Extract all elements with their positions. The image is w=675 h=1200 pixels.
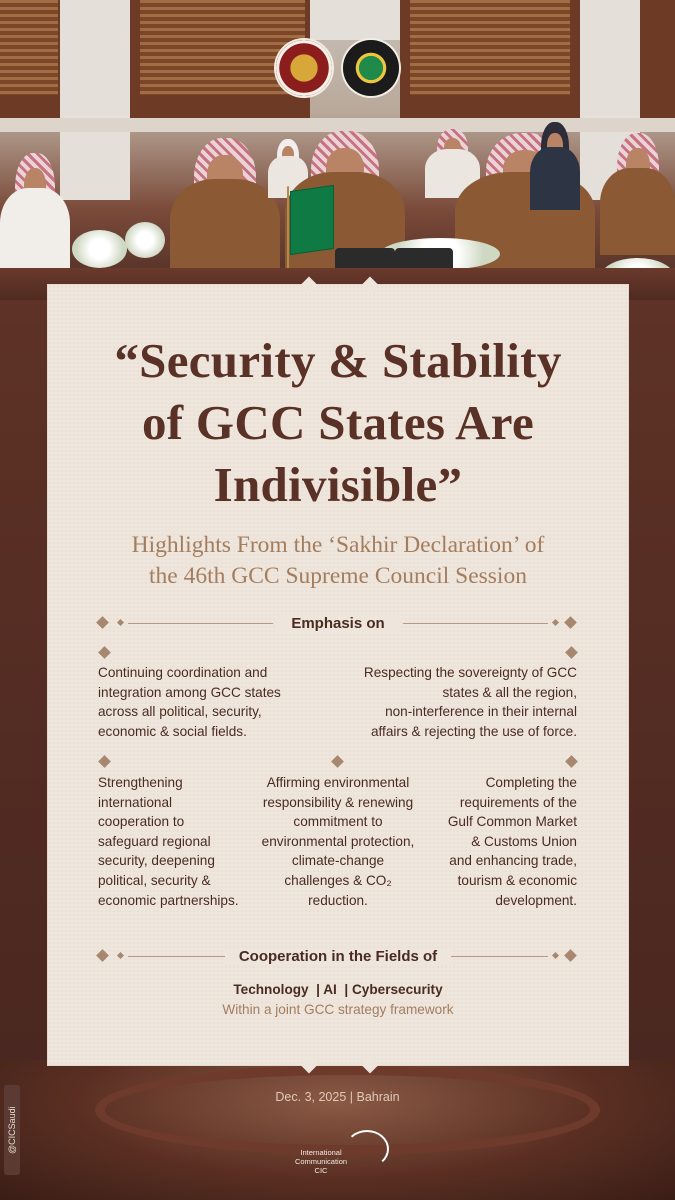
title-line: “Security & Stability <box>114 333 562 388</box>
emphasis-point-1 <box>98 663 338 741</box>
subtitle-line: the 46th GCC Supreme Council Session <box>149 563 527 589</box>
delegate <box>0 150 70 275</box>
diamond-bullet-icon <box>98 755 111 768</box>
text-line: Continuing coordination and <box>98 665 268 680</box>
pillar <box>310 0 400 40</box>
text-line: integration among GCC states <box>98 684 281 700</box>
text-line: security, deepening <box>98 853 215 869</box>
wall-panel <box>640 0 675 120</box>
hall-wall-left <box>0 300 48 1060</box>
text-line: states & all the region, <box>442 684 577 700</box>
emphasis-heading: Emphasis on <box>98 614 578 634</box>
content-card <box>48 285 628 1065</box>
text-line: reduction. <box>308 892 368 908</box>
text-line: safeguard regional <box>98 833 211 849</box>
emblem-logo-icon <box>276 40 332 96</box>
delegate <box>600 130 675 255</box>
brand-line: CIC <box>314 1166 328 1175</box>
text-line: challenges & CO₂ <box>284 872 392 888</box>
text-line: climate-change <box>291 853 385 869</box>
cic-wordmark <box>280 1148 362 1175</box>
cooperation-heading: Cooperation in the Fields of <box>98 947 578 967</box>
text-line: affairs & rejecting the use of force. <box>370 723 577 739</box>
text-line: environmental protection, <box>261 833 415 849</box>
hall-wall-right <box>628 300 675 1060</box>
text-line: & Customs Union <box>471 833 577 849</box>
window-slats <box>410 0 570 95</box>
header-photo <box>0 0 675 300</box>
emphasis-point-2 <box>328 663 577 741</box>
emphasis-point-4 <box>248 773 428 910</box>
window-slats <box>0 0 58 95</box>
text-line: Gulf Common Market <box>447 814 577 830</box>
cooperation-divider <box>98 947 578 967</box>
text-line: Completing the <box>485 775 577 790</box>
text-line: political, security & <box>98 872 211 888</box>
diamond-bullet-icon <box>565 646 578 659</box>
text-line: and enhancing trade, <box>449 853 577 869</box>
text-line: commitment to <box>293 814 383 830</box>
text-line: Respecting the sovereignty of GCC <box>363 665 577 680</box>
text-line: cooperation to <box>98 814 185 830</box>
text-line: Strengthening <box>98 775 183 790</box>
gcc-logo-icon <box>343 40 399 96</box>
text-line: economic & social fields. <box>98 723 247 739</box>
diamond-bullet-icon <box>331 755 344 768</box>
emphasis-divider <box>98 614 578 634</box>
text-line: tourism & economic <box>457 872 577 888</box>
text-line: requirements of the <box>459 794 577 810</box>
saudi-flag-icon <box>290 185 334 255</box>
emphasis-point-3 <box>98 773 268 910</box>
emphasis-point-5 <box>417 773 577 910</box>
cooperation-framework: Within a joint GCC strategy framework <box>222 1002 454 1017</box>
text-line: non-interference in their internal <box>385 704 577 720</box>
page-title <box>48 330 628 516</box>
diamond-bullet-icon <box>98 646 111 659</box>
text-line: Affirming environmental <box>266 775 410 790</box>
delegate <box>170 135 280 280</box>
text-line: international <box>98 794 173 810</box>
title-line: Indivisible” <box>213 457 463 512</box>
text-line: development. <box>495 892 577 908</box>
brand-line: International <box>300 1148 342 1157</box>
text-line: economic partnerships. <box>98 892 239 908</box>
title-line: of GCC States Are <box>141 395 535 450</box>
delegate <box>530 120 580 210</box>
page-subtitle <box>68 530 608 592</box>
diamond-bullet-icon <box>565 755 578 768</box>
brand-line: Communication <box>294 1157 348 1166</box>
text-line: across all political, security, <box>98 704 262 720</box>
subtitle-line: Highlights From the ‘Sakhir Declaration’ of <box>131 532 545 558</box>
event-date: Dec. 3, 2025 | Bahrain <box>275 1090 400 1104</box>
flower-arrangement <box>125 222 165 258</box>
pillar <box>60 0 130 200</box>
cic-logo <box>280 1130 390 1180</box>
cooperation-fields: Technology | AI | Cybersecurity <box>233 982 443 997</box>
social-handle: @CICSaudi <box>4 1085 20 1175</box>
flower-arrangement <box>72 230 127 268</box>
text-line: responsibility & renewing <box>262 794 414 810</box>
